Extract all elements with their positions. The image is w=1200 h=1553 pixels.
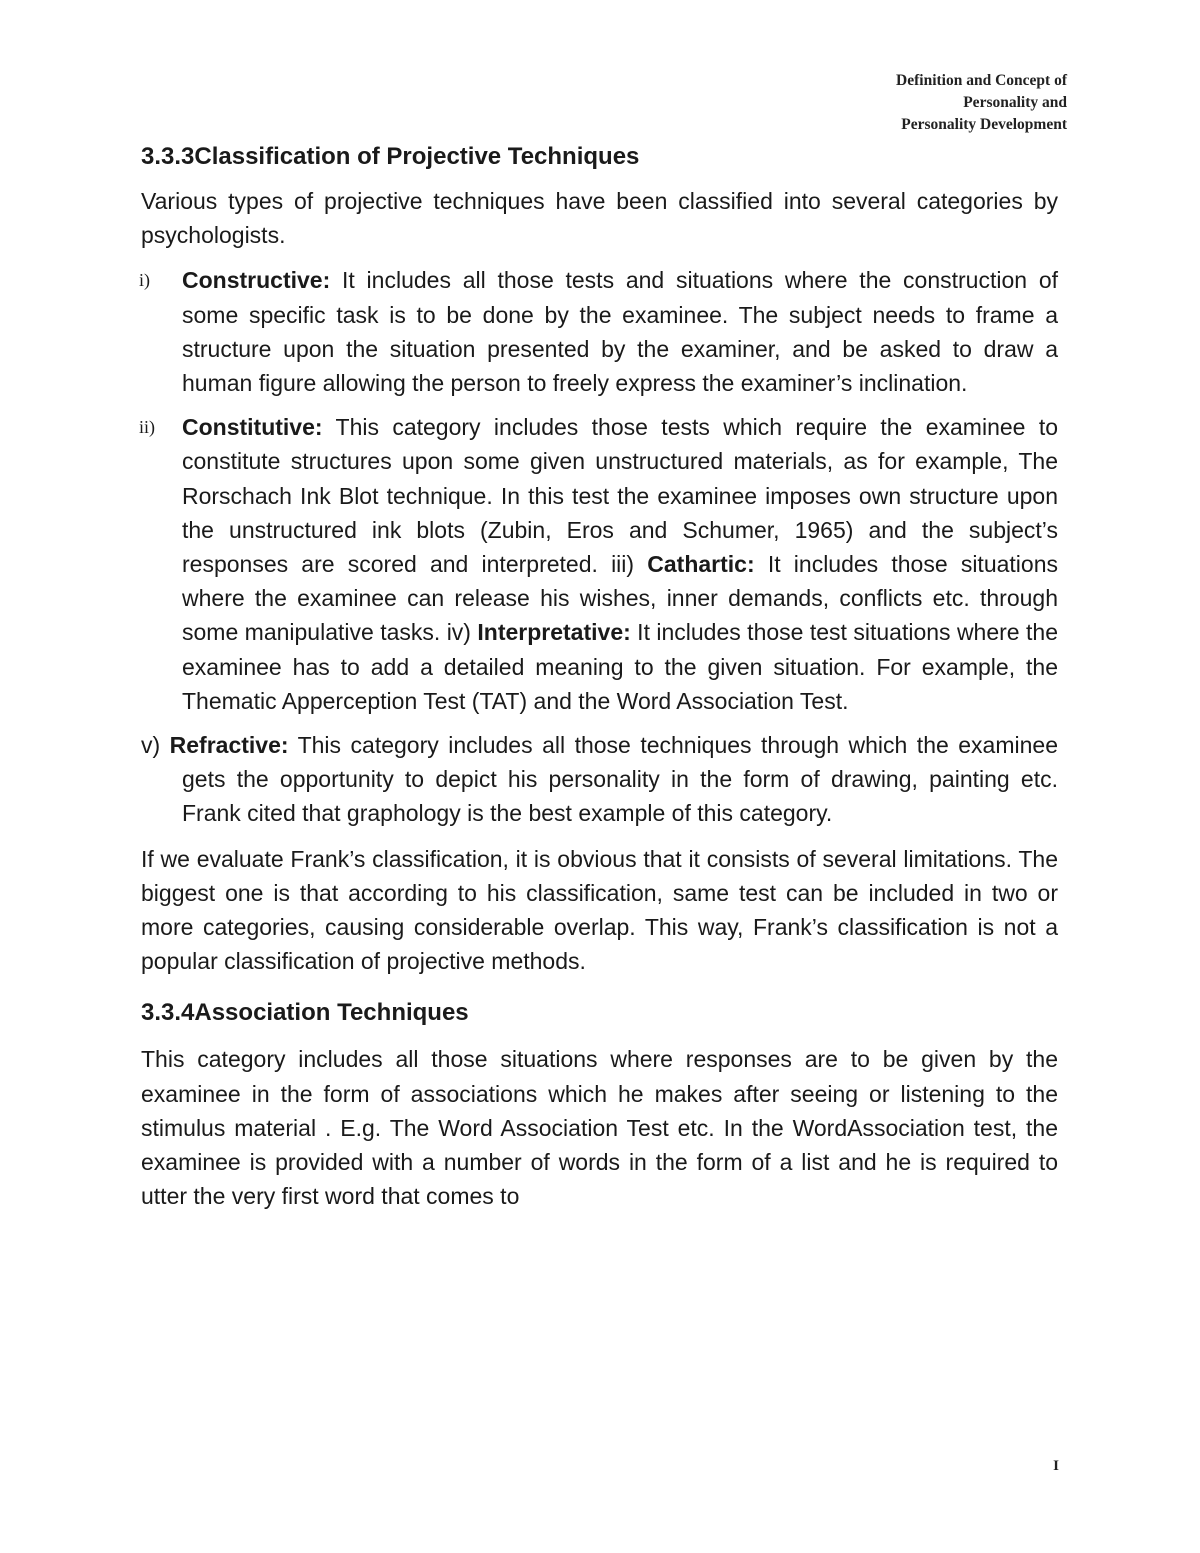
list-marker: ii)	[139, 417, 155, 438]
page-content	[141, 140, 1058, 1213]
page-number: I	[1053, 1458, 1059, 1474]
item-text: It includes those situations where the examinee can release his wishes, inner demands, conflicts etc. through some manipulative tasks. iv)	[182, 551, 1058, 646]
intro-paragraph: Various types of projective techniques have been classified into several categories by psychologists.	[141, 188, 1058, 249]
list-marker: i)	[139, 270, 150, 291]
header-line-2: Personality and	[963, 94, 1067, 111]
term-constitutive: Constitutive:	[182, 414, 323, 441]
list-marker: v)	[141, 732, 170, 759]
section-title-association: 3.3.4Association Techniques	[141, 999, 469, 1027]
section-title-classification: 3.3.3Classification of Projective Techniques	[141, 143, 640, 170]
header-line-3: Personality Development	[901, 116, 1067, 133]
term-refractive: Refractive:	[169, 732, 289, 759]
closing-paragraph: If we evaluate Frank’s classification, it is obvious that it consists of several limitations. The biggest one is that according to his classification, same test can be included in two or more categories, causing considerable overlap. This way, Frank’s classification is not a popular classification of projective methods.	[141, 845, 1058, 975]
item-text: It includes those test situations where the examinee has to add a detailed meaning to the given situation. For example, the Thematic Apperception Test (TAT) and the Word Association Test.	[182, 619, 1058, 714]
term-interpretative: Interpretative:	[477, 619, 631, 646]
list-item-constitutive	[141, 410, 1058, 718]
list-item-refractive	[141, 728, 1058, 831]
running-header	[896, 70, 1067, 136]
list-item-constructive	[141, 263, 1058, 400]
term-constructive: Constructive:	[182, 267, 331, 294]
item-text: It includes all those tests and situations where the construction of some specific task is to be done by the examinee. The subject needs to frame a structure upon the situation presented by the examiner, and be asked to draw a human figure allowing the person to freely express the examiner’s inclination.	[182, 267, 1058, 397]
term-cathartic: Cathartic:	[647, 551, 755, 578]
header-line-1: Definition and Concept of	[896, 72, 1067, 89]
association-paragraph: This category includes all those situations where responses are to be given by the examinee in the form of associations which he makes after seeing or listening to the stimulus material . E.g. The Word Association Test etc. In the WordAssociation test, the examinee is provided with a number of words in the form of a list and he is required to utter the very first word that comes to	[141, 1046, 1058, 1210]
item-text: This category includes all those techniques through which the examinee gets the opportunity to depict his personality in the form of drawing, painting etc. Frank cited that graphology is the best example of this category.	[182, 732, 1058, 827]
item-text: This category includes those tests which require the examinee to constitute structures upon some given unstructured materials, as for example, The Rorschach Ink Blot technique. In this test the examinee imposes own structure upon the unstructured ink blots (Zubin, Eros and Schumer, 1965) and the subject’s responses are scored and interpreted. iii)	[182, 414, 1058, 578]
